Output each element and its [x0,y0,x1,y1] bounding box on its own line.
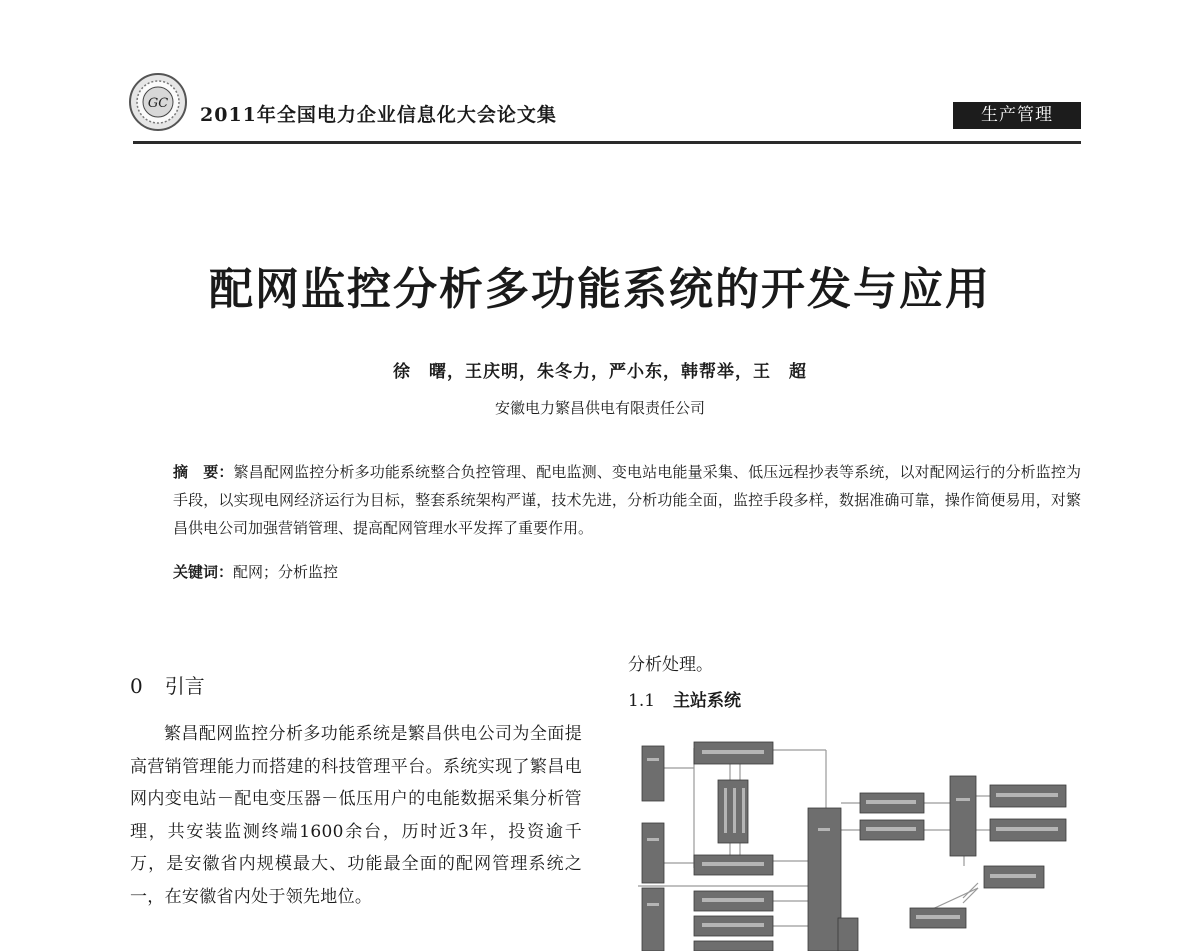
conference-title: 2011年全国电力企业信息化大会论文集 [200,104,557,126]
header-rule [133,141,1081,144]
continued-paragraph: 分析处理。 [628,655,713,675]
author-list: 徐 曙，王庆明，朱冬力，严小东，韩帮举，王 超 [393,362,807,382]
diagram-node [642,746,664,801]
section-heading-master-station [628,686,741,711]
section-title: 主站系统 [673,691,742,711]
keywords [173,561,338,582]
diagram-node [694,941,773,951]
keywords-label: 关键词： [173,563,234,581]
intro-paragraph: 繁昌配网监控分析多功能系统是繁昌供电公司为全面提高营销管理能力而搭建的科技管理平台。系统实现了繁昌电网内变电站－配电变压器－低压用户的电能数据采集分析管理，共安装监测终端1600余台，历时近3年，投资逾千万，是安徽省内规模最大、功能最全面的配网管理系统之一，在安徽省内处于领先地位。 [130,724,582,907]
diagram-node [838,918,858,951]
abstract-text: 繁昌配网监控分析多功能系统整合负控管理、配电监测、变电站电能量采集、低压远程抄表等系统，以对配网运行的分析监控为手段，以实现电网经济运行为目标，整套系统架构严谨，技术先进，分析功能全面，监控手段多样，数据准确可靠，操作简便易用，对繁昌供电公司加强营销管理、提高配网管理水平发挥了重要作用。 [173,463,1081,537]
keywords-text: 配网；分析监控 [233,563,339,581]
diagram-node [642,823,664,883]
abstract-label: 摘 要： [173,463,234,481]
section-heading-intro [130,670,205,699]
affiliation: 安徽电力繁昌供电有限责任公司 [494,399,705,417]
section-number: 0 [130,674,143,698]
logo-letters: GC [147,96,169,111]
section-badge: 生产管理 [953,102,1081,129]
conference-logo-icon [128,72,188,132]
diagram-node [950,776,976,856]
abstract [173,458,1081,542]
section-title: 引言 [164,674,205,698]
paper-title: 配网监控分析多功能系统的开发与应用 [209,264,991,315]
system-architecture-diagram [638,738,1090,951]
section-number: 1.1 [628,691,656,711]
diagram-node [642,888,664,951]
